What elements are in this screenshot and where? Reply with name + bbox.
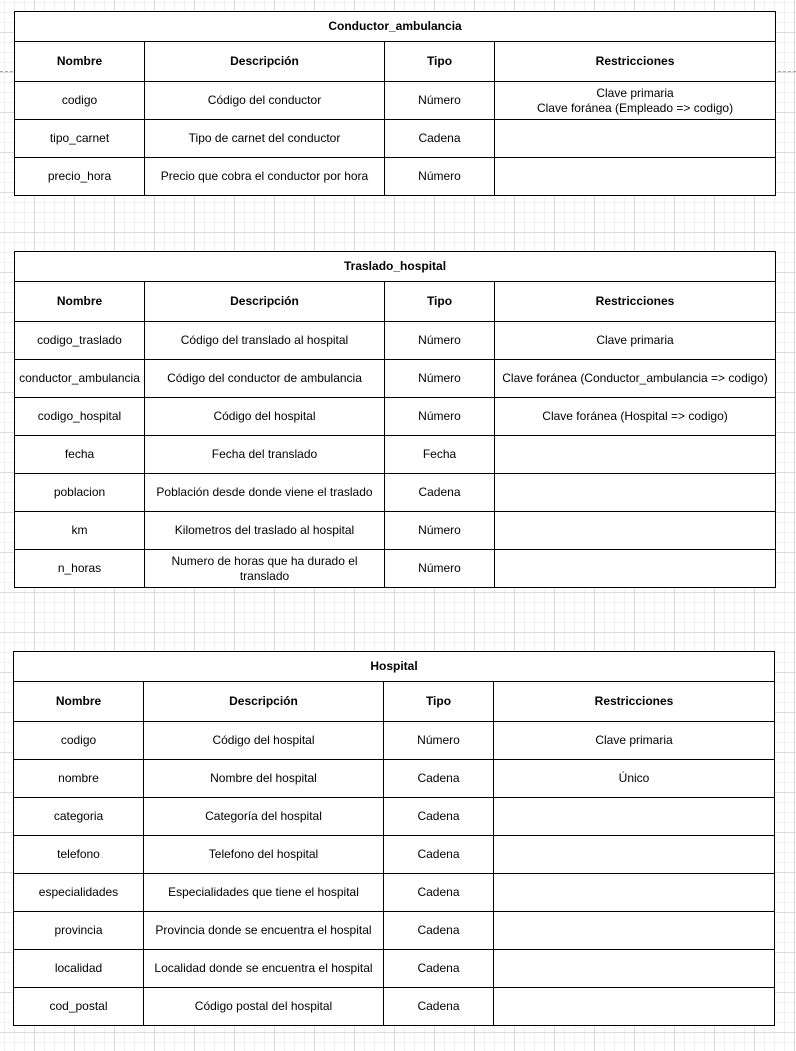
cell-tipo: Cadena xyxy=(384,798,494,836)
header-nombre: Nombre xyxy=(14,682,144,722)
header-restricciones: Restricciones xyxy=(495,42,776,82)
cell-descripcion: Población desde donde viene el traslado xyxy=(145,474,385,512)
cell-tipo: Número xyxy=(385,398,495,436)
cell-descripcion: Categoría del hospital xyxy=(144,798,384,836)
cell-descripcion: Nombre del hospital xyxy=(144,760,384,798)
cell-nombre: tipo_carnet xyxy=(15,120,145,158)
entity-title-row xyxy=(14,652,775,682)
table-row[interactable] xyxy=(15,120,776,158)
cell-tipo: Cadena xyxy=(384,874,494,912)
cell-nombre: nombre xyxy=(14,760,144,798)
table-row[interactable] xyxy=(15,158,776,196)
cell-restricciones xyxy=(494,798,775,836)
restriccion-line: Clave foránea (Conductor_ambulancia => codigo) xyxy=(502,371,768,385)
cell-tipo: Número xyxy=(385,82,495,120)
cell-nombre: codigo_traslado xyxy=(15,322,145,360)
cell-restricciones xyxy=(495,550,776,588)
table-row[interactable] xyxy=(15,360,776,398)
cell-tipo: Cadena xyxy=(385,474,495,512)
restriccion-line: Clave primaria xyxy=(596,85,674,100)
cell-restricciones xyxy=(495,82,776,120)
cell-nombre: localidad xyxy=(14,950,144,988)
cell-tipo: Cadena xyxy=(384,988,494,1026)
cell-restricciones xyxy=(494,836,775,874)
header-restricciones: Restricciones xyxy=(494,682,775,722)
column-header-row xyxy=(15,42,776,82)
cell-nombre: especialidades xyxy=(14,874,144,912)
header-descripcion: Descripción xyxy=(144,682,384,722)
cell-tipo: Número xyxy=(385,360,495,398)
cell-nombre: codigo_hospital xyxy=(15,398,145,436)
cell-nombre: conductor_ambulancia xyxy=(15,360,145,398)
entity-table-hospital[interactable] xyxy=(13,651,775,1026)
cell-descripcion: Código del hospital xyxy=(144,722,384,760)
table-row[interactable] xyxy=(14,874,775,912)
restriccion-line: Único xyxy=(618,771,650,785)
cell-descripcion: Kilometros del traslado al hospital xyxy=(145,512,385,550)
entity-table-traslado-hospital[interactable] xyxy=(14,251,776,588)
header-restricciones: Restricciones xyxy=(495,282,776,322)
cell-nombre: telefono xyxy=(14,836,144,874)
cell-nombre: poblacion xyxy=(15,474,145,512)
cell-nombre: codigo xyxy=(15,82,145,120)
header-tipo: Tipo xyxy=(384,682,494,722)
cell-restricciones xyxy=(495,436,776,474)
table-row[interactable] xyxy=(15,398,776,436)
column-header-row xyxy=(15,282,776,322)
cell-restricciones xyxy=(494,874,775,912)
cell-tipo: Número xyxy=(385,322,495,360)
cell-restricciones xyxy=(495,158,776,196)
entity-title[interactable]: Conductor_ambulancia xyxy=(15,12,776,42)
cell-restricciones xyxy=(494,722,775,760)
cell-tipo: Cadena xyxy=(385,120,495,158)
table-row[interactable] xyxy=(15,436,776,474)
restriccion-line: Clave primaria xyxy=(595,733,673,747)
entity-title-row xyxy=(15,12,776,42)
table-row[interactable] xyxy=(14,988,775,1026)
cell-tipo: Número xyxy=(384,722,494,760)
cell-tipo: Cadena xyxy=(384,950,494,988)
cell-descripcion: Código del translado al hospital xyxy=(145,322,385,360)
cell-nombre: codigo xyxy=(14,722,144,760)
cell-tipo: Número xyxy=(385,550,495,588)
cell-descripcion: Código del conductor de ambulancia xyxy=(145,360,385,398)
cell-restricciones xyxy=(495,120,776,158)
cell-restricciones xyxy=(495,512,776,550)
cell-restricciones xyxy=(494,988,775,1026)
table-row[interactable] xyxy=(15,82,776,120)
cell-restricciones xyxy=(495,360,776,398)
cell-tipo: Cadena xyxy=(384,912,494,950)
cell-restricciones xyxy=(494,950,775,988)
cell-descripcion: Tipo de carnet del conductor xyxy=(145,120,385,158)
cell-descripcion: Localidad donde se encuentra el hospital xyxy=(144,950,384,988)
table-row[interactable] xyxy=(14,760,775,798)
cell-restricciones xyxy=(495,398,776,436)
cell-tipo: Cadena xyxy=(384,760,494,798)
table-row[interactable] xyxy=(14,950,775,988)
table-row[interactable] xyxy=(14,836,775,874)
cell-nombre: cod_postal xyxy=(14,988,144,1026)
cell-nombre: precio_hora xyxy=(15,158,145,196)
header-nombre: Nombre xyxy=(15,42,145,82)
cell-restricciones xyxy=(495,474,776,512)
cell-nombre: n_horas xyxy=(15,550,145,588)
cell-descripcion: Provincia donde se encuentra el hospital xyxy=(144,912,384,950)
cell-descripcion: Código del hospital xyxy=(145,398,385,436)
cell-descripcion: Código del conductor xyxy=(145,82,385,120)
header-descripcion: Descripción xyxy=(145,282,385,322)
table-row[interactable] xyxy=(14,798,775,836)
cell-nombre: km xyxy=(15,512,145,550)
restriccion-line: Clave foránea (Hospital => codigo) xyxy=(542,409,728,423)
cell-descripcion: Especialidades que tiene el hospital xyxy=(144,874,384,912)
header-tipo: Tipo xyxy=(385,42,495,82)
cell-restricciones xyxy=(494,912,775,950)
cell-tipo: Fecha xyxy=(385,436,495,474)
table-row[interactable] xyxy=(14,912,775,950)
table-row[interactable] xyxy=(14,722,775,760)
entity-title[interactable]: Hospital xyxy=(14,652,775,682)
cell-restricciones xyxy=(495,322,776,360)
cell-tipo: Número xyxy=(385,512,495,550)
restriccion-line: Clave primaria xyxy=(596,333,674,347)
column-header-row xyxy=(14,682,775,722)
cell-tipo: Número xyxy=(385,158,495,196)
cell-nombre: categoria xyxy=(14,798,144,836)
table-row[interactable] xyxy=(15,550,776,588)
header-descripcion: Descripción xyxy=(145,42,385,82)
cell-tipo: Cadena xyxy=(384,836,494,874)
entity-title-row xyxy=(15,252,776,282)
cell-descripcion: Telefono del hospital xyxy=(144,836,384,874)
entity-table-conductor-ambulancia[interactable] xyxy=(14,11,776,196)
restriccion-line: Clave foránea (Empleado => codigo) xyxy=(536,100,734,115)
cell-descripcion: Fecha del translado xyxy=(145,436,385,474)
table-row[interactable] xyxy=(15,474,776,512)
header-tipo: Tipo xyxy=(385,282,495,322)
entity-title[interactable]: Traslado_hospital xyxy=(15,252,776,282)
table-row[interactable] xyxy=(15,512,776,550)
cell-restricciones xyxy=(494,760,775,798)
header-nombre: Nombre xyxy=(15,282,145,322)
table-row[interactable] xyxy=(15,322,776,360)
cell-descripcion: Código postal del hospital xyxy=(144,988,384,1026)
cell-descripcion: Precio que cobra el conductor por hora xyxy=(145,158,385,196)
cell-nombre: provincia xyxy=(14,912,144,950)
cell-nombre: fecha xyxy=(15,436,145,474)
cell-descripcion: Numero de horas que ha durado el translado xyxy=(145,550,385,588)
